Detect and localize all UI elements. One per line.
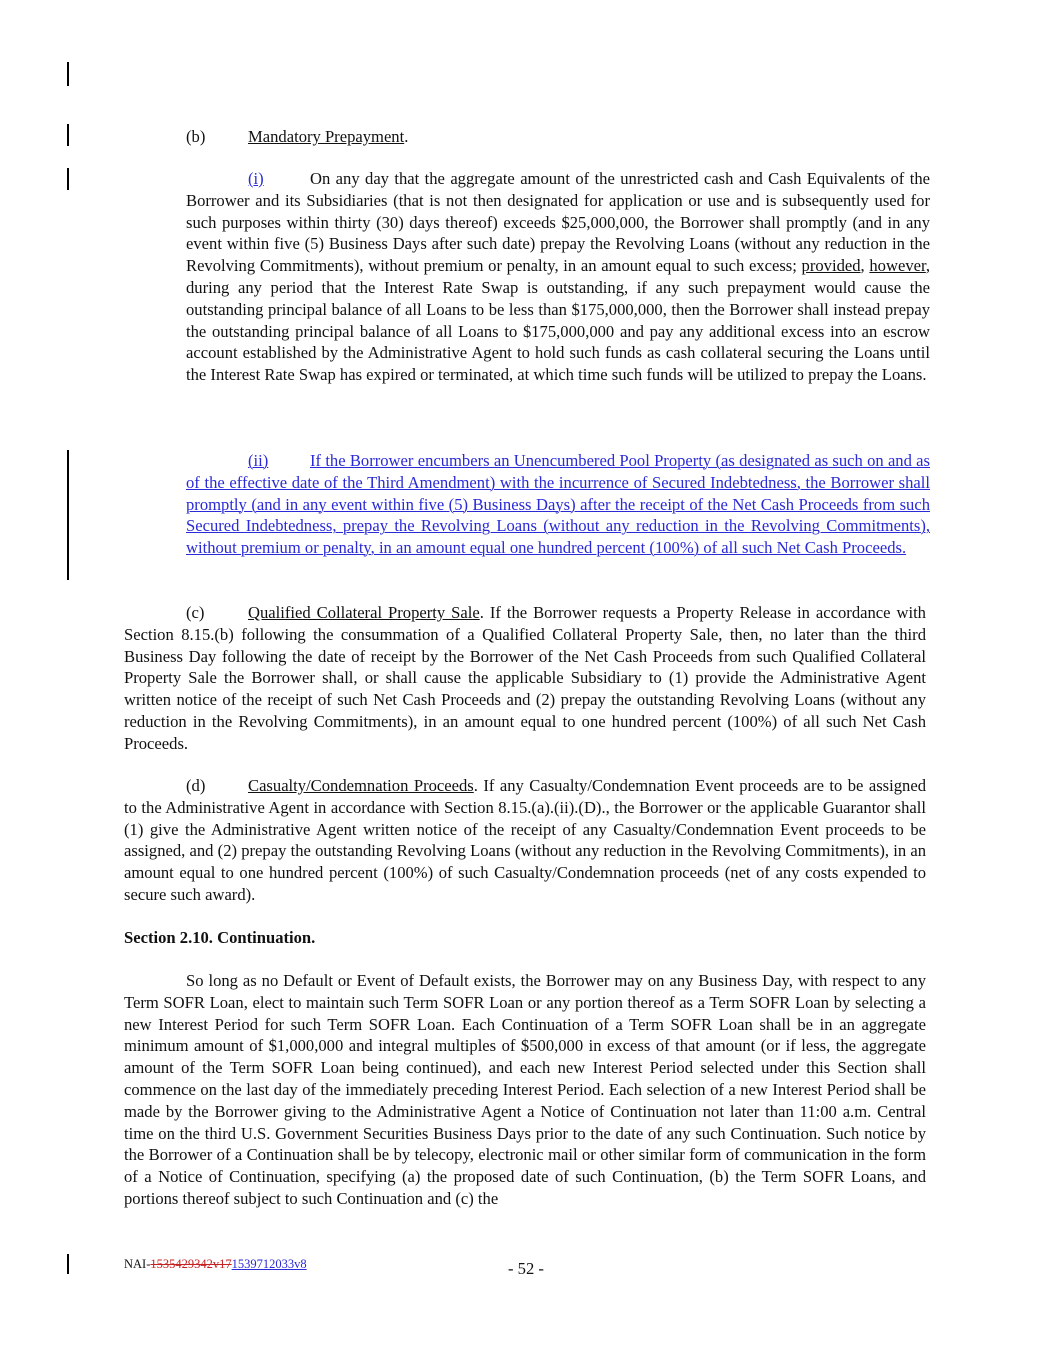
doc-id-inserted: 1539712033v8 bbox=[231, 1257, 307, 1271]
provided-term: provided bbox=[801, 256, 861, 276]
para-d-title: Casualty/Condemnation Proceeds bbox=[248, 776, 474, 795]
para-i-comma: , bbox=[860, 256, 870, 276]
para-i bbox=[186, 168, 930, 386]
para-c bbox=[124, 602, 926, 755]
change-bar bbox=[67, 124, 69, 146]
doc-id-prefix: NAI- bbox=[124, 1257, 151, 1271]
para-i-text-b: , during any period that the Interest Rate Swap is outstanding, if any such prepayment would cause the outstanding principal balance of all Loans to be less than $175,000,000, then the Borrower shall instead prepay the outstanding principal balance of all Loans to $175,000,000 and pay any additional excess into an escrow account established by the Administrative Agent to hold such funds as cash collateral securing the Loans until the Interest Rate Swap has expired or terminated, at which time such funds will be utilized to prepay the Loans. bbox=[186, 256, 930, 385]
para-b-heading bbox=[186, 126, 930, 148]
change-bar bbox=[67, 62, 69, 86]
para-c-text: . If the Borrower requests a Property Release in accordance with Section 8.15.(b) following the consummation of a Qualified Collateral Property Sale, then, no later than the third Business Day following the date of receipt by the Borrower of the Net Cash Proceeds from such Qualified Collateral Property Sale the Borrower shall, or shall cause the applicable Subsidiary to (1) provide the Administrative Agent written notice of the receipt of such Net Cash Proceeds and (2) prepay the outstanding Revolving Loans (without any reduction in the Revolving Commitments), in an amount equal to one hundred percent (100%) of all such Net Cash Proceeds. bbox=[124, 603, 926, 753]
section-body bbox=[124, 970, 926, 1210]
however-term: however bbox=[869, 256, 926, 276]
para-c-title: Qualified Collateral Property Sale bbox=[248, 603, 480, 622]
section-body-text: So long as no Default or Event of Default exists, the Borrower may on any Business Day, with respect to any Term SOFR Loan, elect to maintain such Term SOFR Loan or any portion thereof as a Term SOFR Loan by selecting a new Interest Period for such Term SOFR Loan. Each Continuation of a Term SOFR Loan shall be in an aggregate minimum amount of $1,000,000 and integral multiples of $500,000 in excess of that amount (or if less, the aggregate amount of the Term SOFR Loan being continued), and each new Interest Period selected under this Section shall commence on the last day of the immediately preceding Interest Period. Each selection of a new Interest Period shall be made by the Borrower giving to the Administrative Agent a Notice of Continuation not later than 11:00 a.m. Central time on the third U.S. Government Securities Business Days prior to the date of any such Continuation. Such notice by the Borrower of a Continuation shall be by telecopy, electronic mail or other similar form of communication in the form of a Notice of Continuation, specifying (a) the proposed date of such Continuation, (b) the Term SOFR Loans, and portions thereof subject to such Continuation and (c) the bbox=[124, 971, 926, 1208]
document-id bbox=[124, 1257, 307, 1272]
para-b-title: Mandatory Prepayment bbox=[248, 127, 405, 146]
change-bar bbox=[67, 168, 69, 190]
change-bar bbox=[67, 450, 69, 580]
section-heading: Section 2.10. Continuation. bbox=[124, 928, 316, 947]
para-d-label: (d) bbox=[186, 776, 206, 795]
para-d-text: . If any Casualty/Condemnation Event proceeds are to be assigned to the Administrative Agent in accordance with Section 8.15.(a).(ii).(D)., the Borrower or the applicable Guarantor shall (1) give the Administrative Agent written notice of the receipt of any Casualty/Condemnation Event proceeds to be assigned, and (2) prepay the outstanding Revolving Loans (without any reduction in the Revolving Commitments), in an amount equal to one hundred percent (100%) of such Casualty/Condemnation proceeds (net of any costs expended to secure such award). bbox=[124, 776, 927, 904]
page-number: - 52 - bbox=[508, 1259, 544, 1278]
para-ii bbox=[186, 450, 930, 559]
change-bar bbox=[67, 1254, 69, 1274]
para-b-after-title: . bbox=[404, 127, 409, 146]
para-c-label: (c) bbox=[186, 603, 205, 622]
para-i-text-a: On any day that the aggregate amount of the unrestricted cash and Cash Equivalents of the Borrower and its Subsidiaries (that is not then designated for application or use and is subsequently used for such purposes within thirty (30) days thereof) exceeds $25,000,000, the Borrower shall promptly (and in any event within five (5) Business Days after such date) prepay the Revolving Loans (without any reduction in the Revolving Commitments), without premium or penalty, in an amount equal to such excess; bbox=[186, 169, 930, 276]
doc-id-deleted: 1535429342v17 bbox=[150, 1257, 232, 1271]
para-ii-text: If the Borrower encumbers an Unencumbered Pool Property (as designated as such on and as of the effective date of the Third Amendment) with the incurrence of Secured Indebtedness, the Borrower shall promptly (and in any event within five (5) Business Days) after the receipt of the Net Cash Proceeds from such Secured Indebtedness, prepay the Revolving Loans (without any reduction in the Revolving Commitments), without premium or penalty, in an amount equal one hundred percent (100%) of all such Net Cash Proceeds. bbox=[186, 451, 930, 558]
para-i-label: (i) bbox=[248, 169, 264, 188]
para-d bbox=[124, 775, 926, 906]
para-ii-label: (ii) bbox=[248, 451, 269, 470]
para-b-label: (b) bbox=[186, 127, 206, 146]
